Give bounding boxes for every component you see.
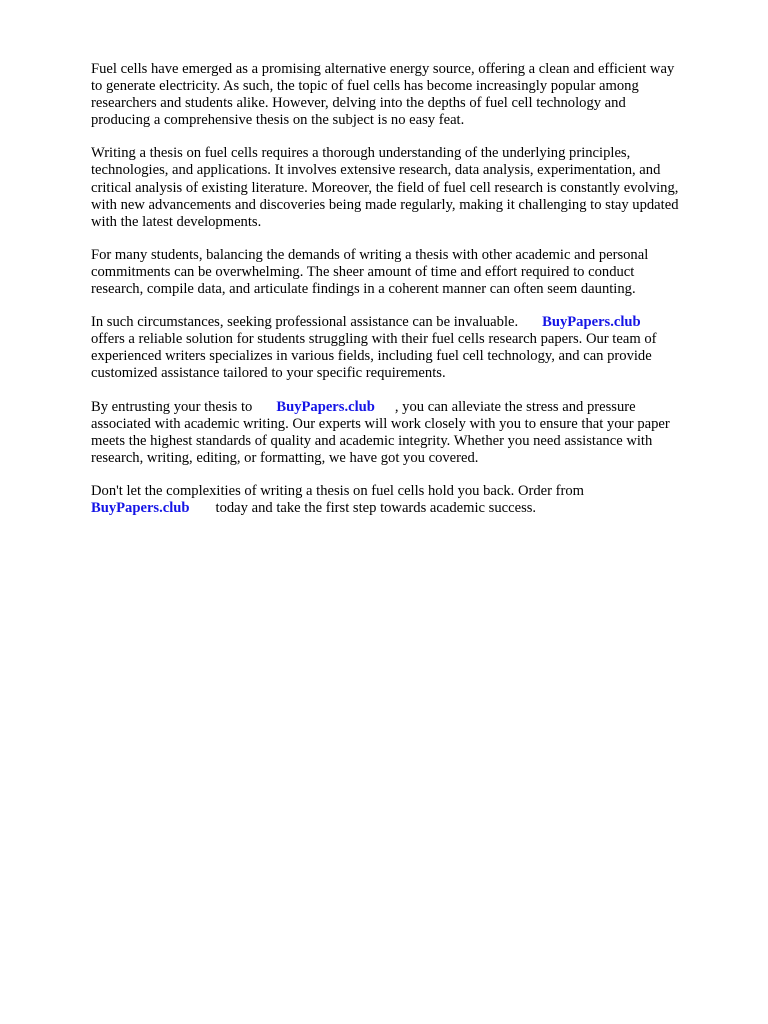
text-line: commitments can be overwhelming. The sheer amount of time and effort required to conduct bbox=[91, 263, 635, 280]
text-line: Don't let the complexities of writing a thesis on fuel cells hold you back. Order from bbox=[91, 482, 585, 499]
text-line: experienced writers specializes in various fields, including fuel cell technology, and can provide bbox=[91, 348, 652, 365]
text-line: offers a reliable solution for students struggling with their fuel cells research papers. Our team of bbox=[91, 331, 657, 348]
text-line: producing a comprehensive thesis on the subject is no easy feat. bbox=[91, 112, 465, 129]
paragraph-challenges bbox=[91, 247, 731, 298]
paragraph-intro bbox=[91, 61, 731, 129]
paragraph-entrusting bbox=[91, 399, 731, 467]
text-line: with the latest developments. bbox=[91, 213, 262, 230]
text-line: research, writing, editing, or formatting, we have got you covered. bbox=[91, 449, 479, 466]
buypapers-link[interactable]: BuyPapers.club bbox=[542, 314, 641, 331]
paragraph-closing bbox=[91, 483, 731, 517]
text-line: with new advancements and discoveries being made regularly, making it challenging to stay updated bbox=[91, 196, 679, 213]
text-line: technologies, and applications. It involves extensive research, data analysis, experimentation, and bbox=[91, 162, 661, 179]
text-line: critical analysis of existing literature. Moreover, the field of fuel cell research is constantly evolving, bbox=[91, 179, 679, 196]
text-line: researchers and students alike. However, delving into the depths of fuel cell technology and bbox=[91, 95, 626, 112]
text-line: In such circumstances, seeking professional assistance can be invaluable. bbox=[91, 314, 519, 331]
document-body bbox=[91, 61, 731, 533]
text-line: research, compile data, and articulate findings in a coherent manner can often seem daunting. bbox=[91, 281, 636, 298]
text-line: By entrusting your thesis to bbox=[91, 398, 253, 415]
text-line: customized assistance tailored to your specific requirements. bbox=[91, 365, 446, 382]
text-line: , you can alleviate the stress and pressure bbox=[394, 398, 636, 415]
text-line: Fuel cells have emerged as a promising alternative energy source, offering a clean and efficient way bbox=[91, 61, 675, 77]
text-line: Writing a thesis on fuel cells requires a thorough understanding of the underlying principles, bbox=[91, 145, 631, 162]
text-line: meets the highest standards of quality and academic integrity. Whether you need assistance with bbox=[91, 432, 653, 449]
buypapers-link[interactable]: BuyPapers.club bbox=[91, 499, 190, 516]
paragraph-assistance bbox=[91, 314, 731, 382]
buypapers-link[interactable]: BuyPapers.club bbox=[276, 398, 375, 415]
text-line: For many students, balancing the demands of writing a thesis with other academic and personal bbox=[91, 246, 649, 263]
text-line: associated with academic writing. Our experts will work closely with you to ensure that your paper bbox=[91, 415, 670, 432]
text-line: today and take the first step towards academic success. bbox=[215, 499, 537, 516]
text-line: to generate electricity. As such, the topic of fuel cells has become increasingly popular among bbox=[91, 78, 639, 95]
paragraph-requirements bbox=[91, 145, 731, 230]
